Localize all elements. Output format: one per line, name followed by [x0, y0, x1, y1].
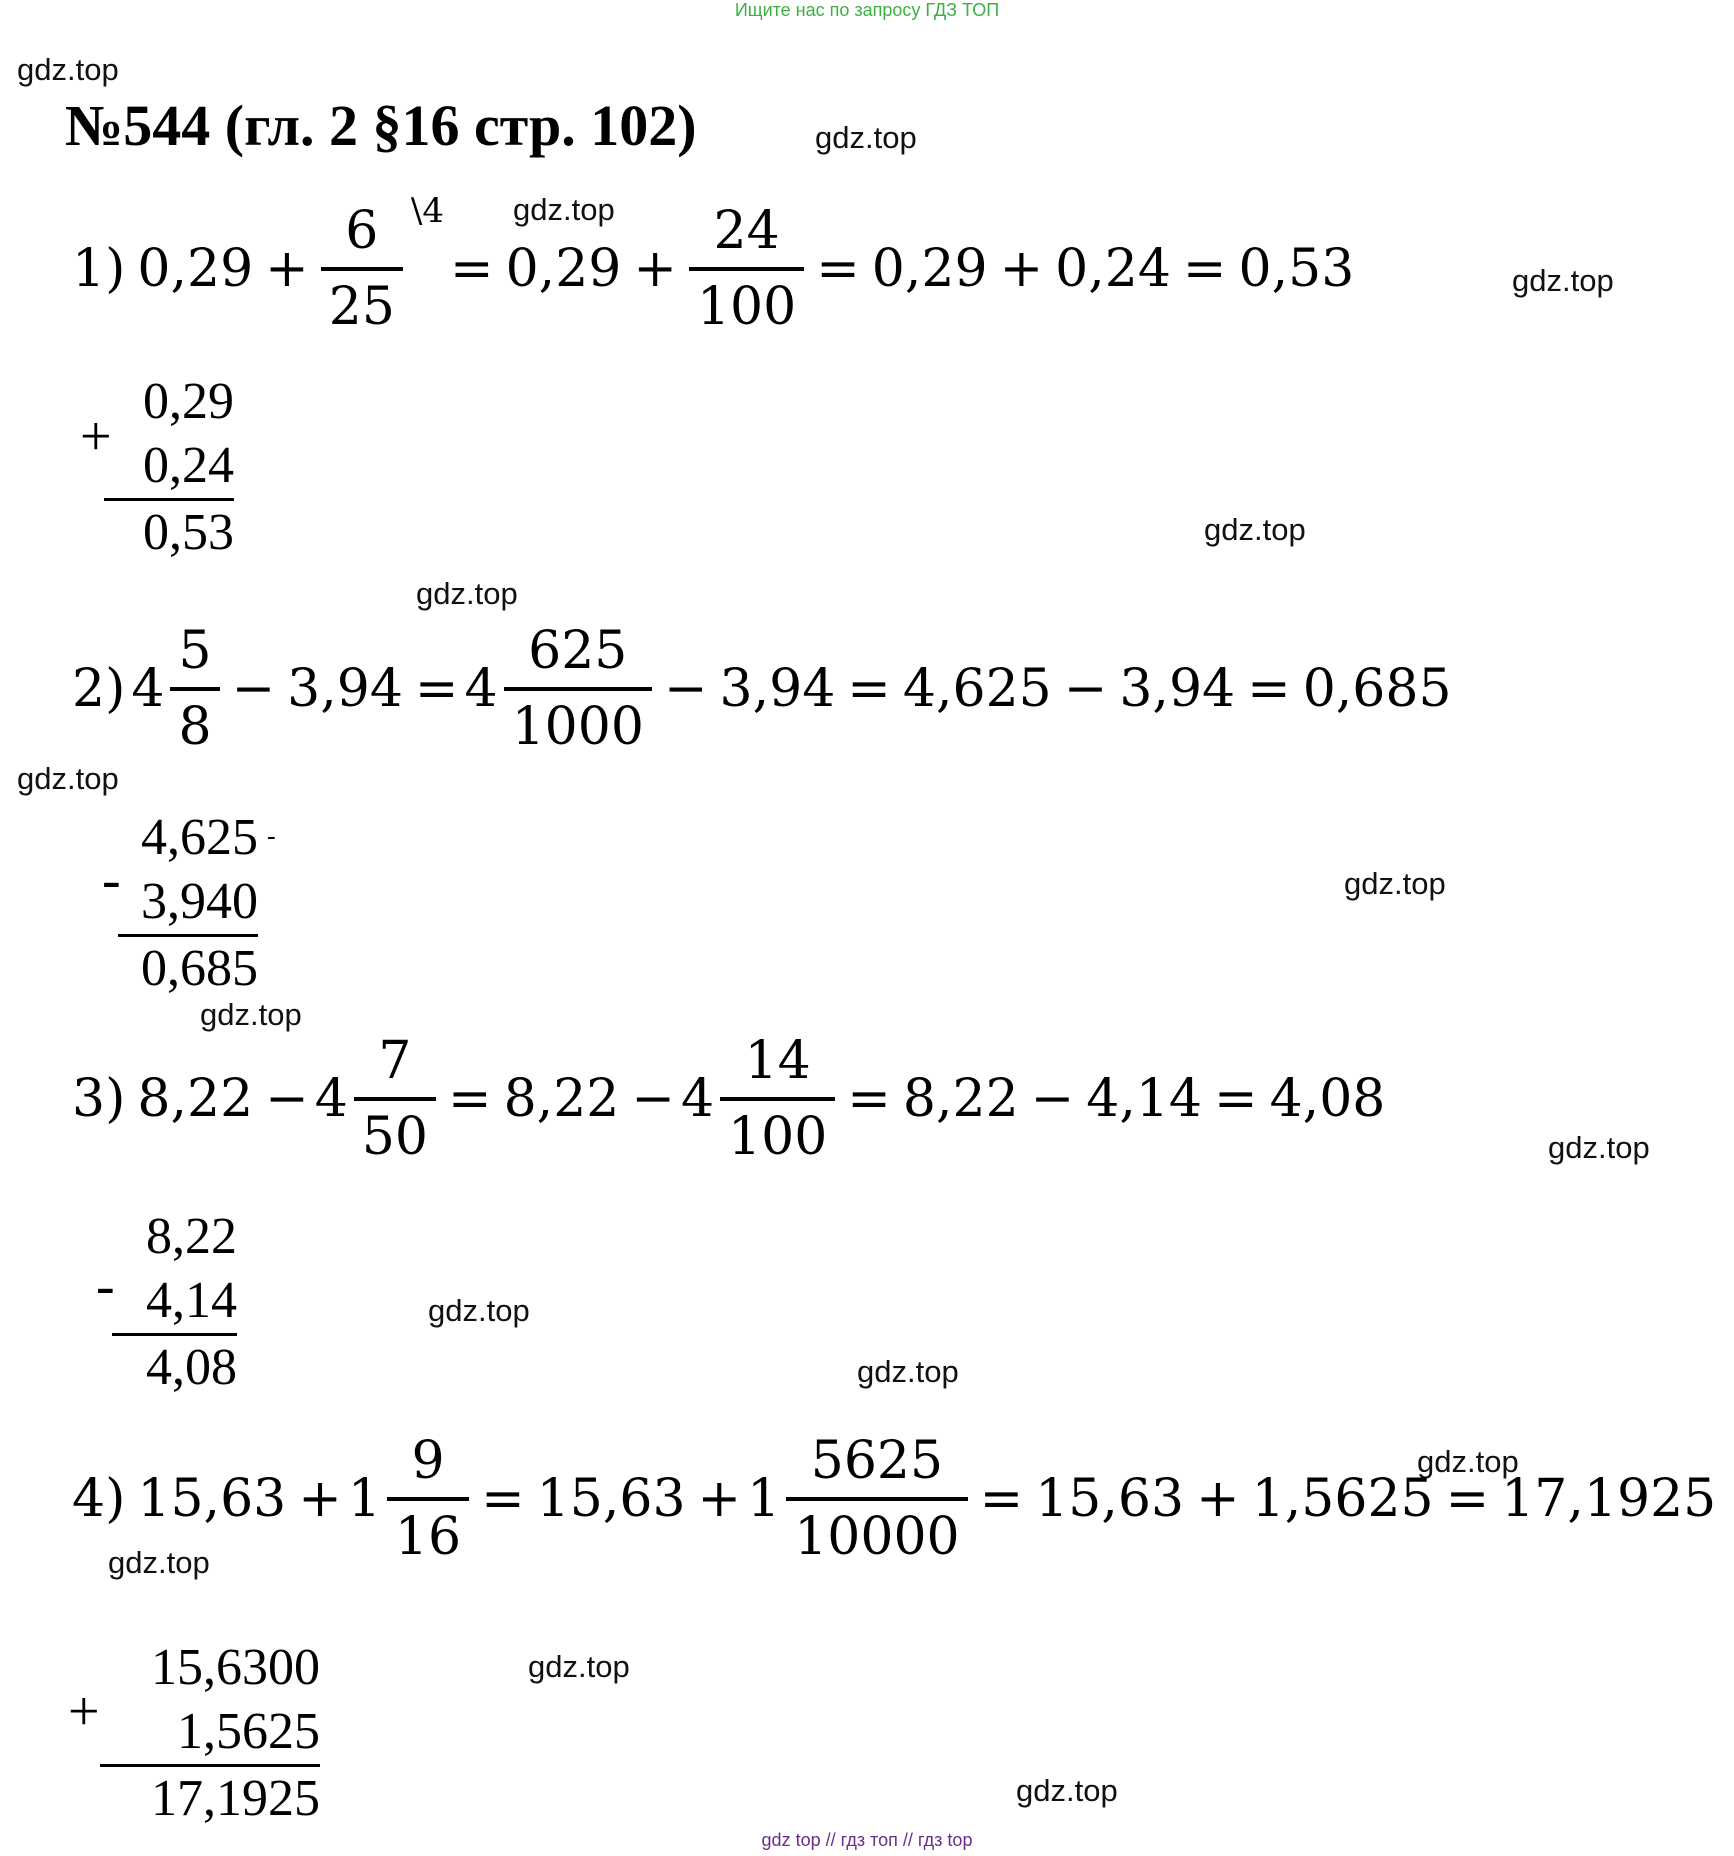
fraction — [720, 1031, 835, 1167]
column-calculation-4 — [100, 1636, 320, 1831]
number: 15,63 — [536, 1469, 686, 1529]
equals-sign: = — [1214, 1069, 1258, 1129]
denominator: 16 — [387, 1497, 469, 1563]
column-result: 4,08 — [112, 1333, 237, 1400]
footer-links[interactable]: gdz top // гдз топ // гдз top — [761, 1830, 973, 1850]
column-sign: - — [102, 849, 121, 911]
column-operand: 3,940 — [141, 873, 258, 930]
item-label: 2) — [72, 659, 126, 719]
equals-sign: = — [414, 659, 459, 719]
watermark: gdz.top — [428, 1293, 530, 1328]
column-calculation-2 — [118, 806, 258, 1001]
column-calculation-3 — [112, 1205, 237, 1400]
mixed-number — [347, 1431, 475, 1567]
numerator: 5625 — [810, 1431, 944, 1491]
equation-3 — [66, 1031, 1391, 1167]
operator: − — [1030, 1069, 1075, 1129]
watermark: gdz.top — [528, 1649, 630, 1684]
fraction — [504, 621, 652, 757]
operator: − — [265, 1069, 309, 1129]
watermark: gdz.top — [1204, 512, 1306, 547]
column-operand: 15,6300 — [151, 1639, 320, 1696]
number: 15,63 — [137, 1469, 287, 1529]
equation-1 — [66, 191, 1360, 337]
whole-part: 1 — [747, 1469, 781, 1529]
operator: + — [1196, 1469, 1240, 1529]
denominator: 50 — [354, 1097, 436, 1163]
denominator: 10000 — [786, 1497, 967, 1563]
operator: + — [265, 239, 309, 299]
number: 0,29 — [137, 239, 254, 299]
equals-sign: = — [450, 239, 494, 299]
equals-sign: = — [847, 659, 891, 719]
whole-part: 4 — [680, 1069, 715, 1129]
number: 0,29 — [871, 239, 988, 299]
fraction — [689, 201, 804, 337]
numerator: 14 — [744, 1031, 811, 1091]
number: 1,5625 — [1251, 1469, 1434, 1529]
number: 3,94 — [1119, 659, 1236, 719]
column-operand: 0,24 — [143, 437, 234, 494]
mixed-number — [314, 1031, 442, 1167]
fraction — [786, 1431, 967, 1567]
whole-part: 4 — [131, 659, 165, 719]
column-calculation-1 — [104, 370, 234, 565]
watermark: gdz.top — [815, 120, 917, 155]
watermark: gdz.top — [200, 997, 302, 1032]
column-operand: 8,22 — [146, 1208, 237, 1265]
result: 4,08 — [1269, 1069, 1386, 1129]
item-label: 4) — [72, 1469, 126, 1529]
column-operand: 4,14 — [146, 1272, 237, 1329]
column-result: 17,1925 — [100, 1764, 320, 1831]
numerator: 24 — [713, 201, 780, 261]
number: 0,24 — [1055, 239, 1171, 299]
numerator: 625 — [528, 621, 628, 681]
mixed-number — [131, 621, 225, 757]
column-operand: 0,29 — [143, 373, 234, 430]
operator: − — [631, 1069, 675, 1129]
watermark: gdz.top — [17, 52, 119, 87]
equals-sign: = — [481, 1469, 525, 1529]
item-label: 1) — [72, 239, 126, 299]
result: 0,53 — [1238, 239, 1355, 299]
mixed-number — [464, 621, 658, 757]
equation-4 — [66, 1431, 1722, 1567]
watermark: gdz.top — [108, 1545, 210, 1580]
watermark: gdz.top — [857, 1354, 959, 1389]
watermark: gdz.top — [513, 192, 615, 227]
column-result: 0,53 — [104, 498, 234, 565]
whole-part: 4 — [314, 1069, 348, 1129]
equals-sign: = — [448, 1069, 492, 1129]
watermark: gdz.top — [416, 576, 518, 611]
column-result: 0,685 — [118, 934, 258, 1001]
number: 3,94 — [287, 659, 403, 719]
item-label: 3) — [72, 1069, 126, 1129]
numerator: 9 — [411, 1431, 445, 1491]
column-operand: 1,5625 — [177, 1703, 320, 1760]
equals-sign: = — [979, 1469, 1024, 1529]
numerator: 5 — [178, 621, 212, 681]
operator: + — [633, 239, 677, 299]
fraction — [387, 1431, 469, 1567]
equals-sign: = — [1182, 239, 1227, 299]
watermark: gdz.top — [1344, 866, 1446, 901]
watermark: gdz.top — [1548, 1130, 1650, 1165]
fraction — [170, 621, 219, 757]
column-operand: 4,625 — [141, 809, 258, 866]
watermark: gdz.top — [1512, 263, 1614, 298]
number: 15,63 — [1035, 1469, 1185, 1529]
extension-factor: \4 — [410, 191, 444, 231]
whole-part: 1 — [347, 1469, 381, 1529]
whole-part: 4 — [464, 659, 498, 719]
equals-sign: = — [847, 1069, 891, 1129]
denominator: 100 — [689, 267, 804, 333]
fraction — [321, 201, 403, 337]
numerator: 6 — [345, 201, 379, 261]
operator: + — [298, 1469, 342, 1529]
number: 8,22 — [137, 1069, 254, 1129]
equals-sign: = — [816, 239, 860, 299]
operator: − — [663, 659, 708, 719]
denominator: 8 — [170, 687, 219, 753]
column-sign: + — [80, 406, 112, 468]
mixed-number — [747, 1431, 974, 1567]
watermark: gdz.top — [1417, 1444, 1519, 1479]
number: 4,625 — [902, 659, 1052, 719]
top-banner[interactable]: Ищите нас по запросу ГДЗ ТОП — [734, 0, 1000, 20]
watermark: gdz.top — [17, 761, 119, 796]
column-sign: + — [68, 1681, 100, 1743]
problem-title: №544 (гл. 2 §16 стр. 102) — [65, 93, 697, 158]
number: 4,14 — [1086, 1069, 1203, 1129]
number: 0,29 — [505, 239, 622, 299]
operator: + — [999, 239, 1044, 299]
result: 17,1925 — [1501, 1469, 1717, 1529]
equals-sign: = — [1445, 1469, 1490, 1529]
result: 0,685 — [1302, 659, 1452, 719]
equation-2 — [66, 621, 1458, 757]
denominator: 25 — [321, 267, 403, 333]
number: 3,94 — [719, 659, 836, 719]
numerator: 7 — [378, 1031, 412, 1091]
column-sign: - — [96, 1255, 115, 1317]
watermark: gdz.top — [1016, 1773, 1118, 1808]
operator: − — [231, 659, 276, 719]
denominator: 1000 — [504, 687, 652, 753]
number: 8,22 — [902, 1069, 1019, 1129]
operator: − — [1063, 659, 1108, 719]
mixed-number — [680, 1031, 841, 1167]
fraction — [354, 1031, 436, 1167]
operator: + — [697, 1469, 742, 1529]
number: 8,22 — [503, 1069, 620, 1129]
equals-sign: = — [1247, 659, 1291, 719]
stray-mark: - — [267, 822, 276, 852]
denominator: 100 — [720, 1097, 835, 1163]
